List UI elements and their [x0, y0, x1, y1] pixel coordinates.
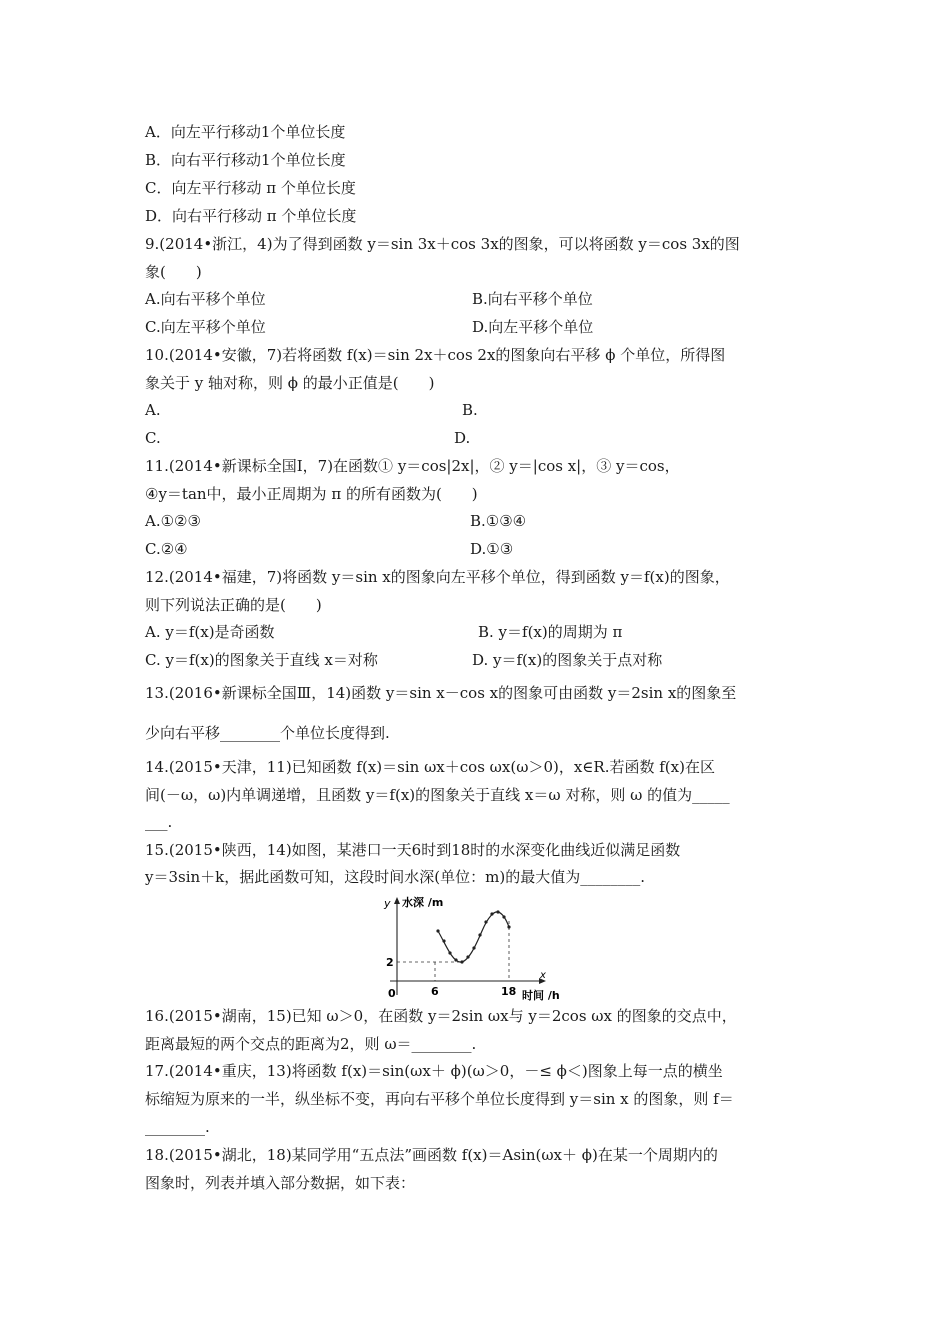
q17-stem-line1: 17.(2014•重庆，13)将函数 f(x)＝sin(ωx＋ ϕ)(ω＞0，－≤ ϕ＜)图象上每一点的横坐	[145, 1062, 723, 1080]
q13-stem-line2: 少向右平移________个单位长度得到.	[145, 724, 390, 742]
q11-stem-line1: 11.(2014•新课标全国Ⅰ，7)在函数① y＝cos|2x|，② y＝|cos x|，③ y＝cos，	[145, 457, 680, 475]
q9-option-d: D.向左平移个单位	[472, 318, 594, 336]
q11-stem-line2: ④y＝tan中，最小正周期为 π 的所有函数为( )	[145, 485, 478, 503]
q9-stem-line1: 9.(2014•浙江，4)为了得到函数 y＝sin 3x＋cos 3x的图象，可以将函数 y＝cos 3x的图	[145, 235, 740, 253]
figure-point	[484, 920, 487, 923]
q9-option-b: B.向右平移个单位	[472, 290, 593, 308]
q11-option-d: D.①③	[470, 540, 514, 558]
q10-option-b: B.	[462, 401, 478, 419]
q17-stem-line2: 标缩短为原来的一半，纵坐标不变，再向右平移个单位长度得到 y＝sin x 的图象，则 f＝	[145, 1090, 734, 1108]
figure-point	[454, 958, 457, 961]
q8-option-b: B．向右平行移动1个单位长度	[145, 151, 346, 169]
q10-option-d: D.	[454, 429, 471, 447]
q14-stem-line3: ___.	[145, 813, 173, 831]
figure-point	[478, 933, 481, 936]
figure-point	[436, 929, 439, 932]
figure-x-axis-letter: x	[540, 970, 546, 981]
q17-stem-line3: ________.	[145, 1118, 210, 1136]
figure-point	[490, 912, 493, 915]
figure-x-label: 时间 /h	[522, 989, 560, 1002]
figure-point	[448, 951, 451, 954]
q12-option-c: C. y＝f(x)的图象关于直线 x＝对称	[145, 651, 378, 669]
q10-option-a: A.	[145, 401, 161, 419]
q12-option-a: A. y＝f(x)是奇函数	[145, 623, 275, 641]
q12-option-b: B. y＝f(x)的周期为 π	[478, 623, 623, 641]
q11-option-a: A.①②③	[145, 512, 201, 530]
figure-point	[472, 946, 475, 949]
q14-stem-line1: 14.(2015•天津，11)已知函数 f(x)＝sin ωx＋cos ωx(ω＞0)，x∈R.若函数 f(x)在区	[145, 758, 715, 776]
figure-depth-curve	[438, 912, 509, 962]
figure-point	[502, 915, 505, 918]
figure-tick-x-6: 6	[431, 985, 439, 998]
figure-point	[507, 925, 510, 928]
q9-option-c: C.向左平移个单位	[145, 318, 266, 336]
figure-origin-label: 0	[388, 987, 396, 1000]
q10-stem-line1: 10.(2014•安徽，7)若将函数 f(x)＝sin 2x＋cos 2x的图象向右平移 ϕ 个单位，所得图	[145, 346, 726, 364]
q13-stem-line1: 13.(2016•新课标全国Ⅲ，14)函数 y＝sin x－cos x的图象可由函数 y＝2sin x的图象至	[145, 684, 737, 702]
q12-stem-line2: 则下列说法正确的是( )	[145, 596, 322, 614]
figure-point	[466, 955, 469, 958]
q10-stem-line2: 象关于 y 轴对称，则 ϕ 的最小正值是( )	[145, 374, 435, 392]
q15-stem-line2: y＝3sin＋k，据此函数可知，这段时间水深(单位：m)的最大值为________.	[145, 868, 645, 886]
figure-tick-y-2: 2	[386, 956, 394, 969]
q12-option-d: D. y＝f(x)的图象关于点对称	[472, 651, 663, 669]
figure-tick-x-18: 18	[501, 985, 517, 998]
q9-stem-line2: 象( )	[145, 263, 202, 281]
q11-option-c: C.②④	[145, 540, 188, 558]
q8-option-c: C．向左平行移动 π 个单位长度	[145, 179, 356, 197]
figure-point	[442, 939, 445, 942]
water-depth-figure	[372, 893, 562, 1003]
figure-point	[496, 910, 499, 913]
figure-point	[460, 960, 463, 963]
figure-y-arrow	[394, 897, 400, 904]
q12-stem-line1: 12.(2014•福建，7)将函数 y＝sin x的图象向左平移个单位，得到函数 y＝f(x)的图象，	[145, 568, 730, 586]
figure-y-axis-letter: y	[384, 897, 391, 910]
q18-stem-line2: 图象时，列表并填入部分数据，如下表：	[145, 1174, 416, 1192]
q8-option-a: A．向左平行移动1个单位长度	[145, 123, 346, 141]
q15-stem-line1: 15.(2015•陕西，14)如图，某港口一天6时到18时的水深变化曲线近似满足函数	[145, 841, 681, 859]
q8-option-d: D．向右平行移动 π 个单位长度	[145, 207, 357, 225]
figure-y-label: 水深 /m	[402, 896, 444, 909]
q11-option-b: B.①③④	[470, 512, 527, 530]
q9-option-a: A.向右平移个单位	[145, 290, 266, 308]
q18-stem-line1: 18.(2015•湖北，18)某同学用“五点法”画函数 f(x)＝Asin(ωx＋ ϕ)在某一个周期内的	[145, 1146, 718, 1164]
q10-option-c: C.	[145, 429, 161, 447]
q16-stem-line1: 16.(2015•湖南，15)已知 ω＞0，在函数 y＝2sin ωx与 y＝2cos ωx 的图象的交点中，	[145, 1007, 737, 1025]
q16-stem-line2: 距离最短的两个交点的距离为2，则 ω＝________.	[145, 1035, 477, 1053]
q14-stem-line2: 间(－ω，ω)内单调递增，且函数 y＝f(x)的图象关于直线 x＝ω 对称，则 ω 的值为_____	[145, 786, 730, 804]
